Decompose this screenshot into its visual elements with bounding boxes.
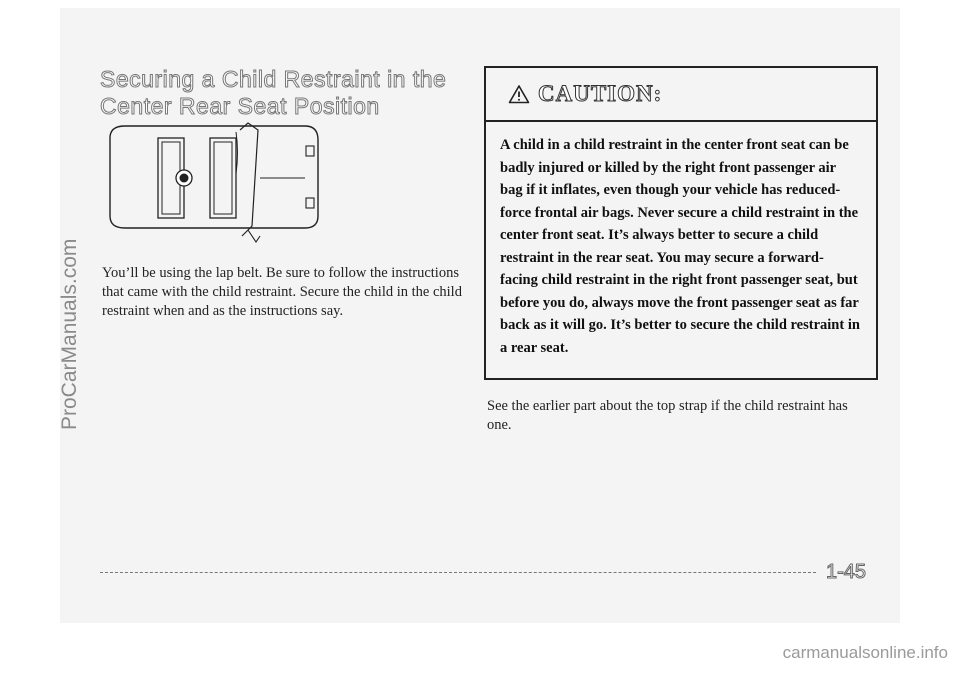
caution-title: CAUTION: [538, 81, 663, 106]
top-strap-note: See the earlier part about the top strap if the child restraint has one. [487, 398, 848, 433]
section-title: Securing a Child Restraint in the Center Rear Seat Position [100, 66, 447, 119]
page-number: 1-45 [826, 561, 867, 583]
caution-box [484, 66, 878, 380]
caution-header [486, 68, 876, 122]
caution-text: A child in a child restraint in the center front seat can be badly injured or killed by the right front passenger air bag if it inflates, even though your vehicle has reduced-force frontal air bags. Never secure a child restraint in the center front seat. It’s always better to secure a child restraint in the rear seat. You may secure a forward-facing child restraint in the right front passenger seat, but before you do, always move the front passenger seat as far back as it will go. It’s better to secure the child restraint in a rear seat. [500, 137, 860, 356]
body-paragraph: You’ll be using the lap belt. Be sure to follow the instructions that came with the child restraint. Secure the child in the child restraint when and as the instructions say. [102, 265, 462, 319]
footer-rule [100, 572, 816, 573]
warning-triangle-icon [508, 84, 530, 104]
vehicle-diagram [100, 118, 325, 248]
bottom-watermark: carmanualsonline.info [782, 643, 948, 662]
side-watermark: ProCarManuals.com [58, 238, 81, 430]
